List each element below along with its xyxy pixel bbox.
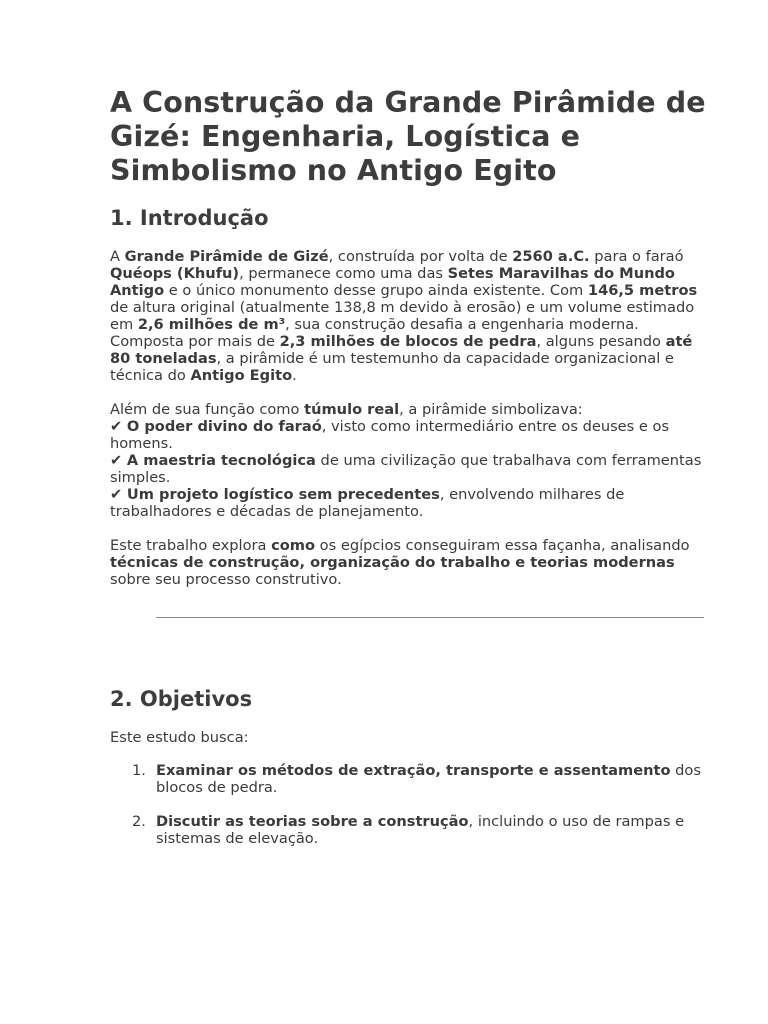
- list-item-bold: Discutir as teorias sobre a construção: [156, 813, 469, 830]
- text-run: os egípcios conseguiram essa façanha, analisando: [315, 537, 690, 554]
- section-heading-objectives: 2. Objetivos: [110, 687, 253, 711]
- check-item-bold: Um projeto logístico sem precedentes: [126, 486, 440, 503]
- list-item-number: 2.: [132, 813, 146, 830]
- emphasized-text: Antigo Egito: [190, 367, 293, 384]
- list-item-text: , incluindo o uso de rampas e sistemas de elevação.: [156, 813, 685, 847]
- document-title: A Construção da Grande Pirâmide de Gizé: Engenharia, Logística e Simbolismo no Antigo Egito: [110, 86, 706, 187]
- list-item: [110, 813, 710, 847]
- emphasized-text: 2,3 milhões de blocos de pedra: [279, 333, 537, 350]
- list-item-number: 1.: [132, 762, 146, 779]
- checkmark-icon: ✔: [110, 418, 123, 435]
- text-run: , alguns pesando: [536, 333, 666, 350]
- emphasized-text: Setes Maravilhas do Mundo Antigo: [110, 265, 675, 299]
- objectives-list: [110, 762, 710, 847]
- text-run: Além de sua função como: [110, 401, 305, 418]
- objectives-lead: Este estudo busca:: [110, 729, 249, 746]
- text-run: de altura original (atualmente 138,8 m devido à erosão) e um volume estimado em: [110, 299, 695, 333]
- emphasized-text: 2,6 milhões de m³: [137, 316, 286, 333]
- check-item-text: , visto como intermediário entre os deuses e os homens.: [110, 418, 670, 452]
- intro-paragraph-3: [110, 537, 710, 588]
- text-run: A: [110, 248, 125, 265]
- emphasized-text: 146,5 metros: [587, 282, 698, 299]
- text-run: , a pirâmide é um testemunho da capacidade organizacional e técnica do: [110, 350, 674, 384]
- text-run: , permanece como uma das: [239, 265, 448, 282]
- check-item: [110, 418, 669, 452]
- check-item: [110, 486, 624, 520]
- text-run: e o único monumento desse grupo ainda existente. Com: [164, 282, 588, 299]
- text-run: .: [292, 367, 297, 384]
- emphasized-text: até 80 toneladas: [110, 333, 693, 367]
- list-item: [110, 762, 710, 796]
- text-run: , sua construção desafia a engenharia moderna. Composta por mais de: [110, 316, 639, 350]
- check-item-text: de uma civilização que trabalhava com ferramentas simples.: [110, 452, 702, 486]
- text-run: , construída por volta de: [328, 248, 513, 265]
- emphasized-text: 2560 a.C.: [512, 248, 590, 265]
- text-run: para o faraó: [589, 248, 684, 265]
- intro-paragraph-1: [110, 248, 710, 384]
- emphasized-text: Grande Pirâmide de Gizé: [124, 248, 329, 265]
- intro-paragraph-2: [110, 401, 710, 520]
- check-item-text: , envolvendo milhares de trabalhadores e décadas de planejamento.: [110, 486, 625, 520]
- check-item-bold: O poder divino do faraó: [126, 418, 322, 435]
- section-heading-introduction: 1. Introdução: [110, 206, 269, 230]
- horizontal-divider: [156, 617, 704, 618]
- list-item-bold: Examinar os métodos de extração, transporte e assentamento: [156, 762, 671, 779]
- check-item-bold: A maestria tecnológica: [126, 452, 316, 469]
- emphasized-text: técnicas de construção, organização do trabalho e teorias modernas: [110, 554, 675, 571]
- text-run: , a pirâmide simbolizava:: [399, 401, 583, 418]
- intro-paragraph-2-lead: [110, 401, 583, 418]
- checkmark-icon: ✔: [110, 486, 123, 503]
- text-run: Este trabalho explora: [110, 537, 272, 554]
- checkmark-icon: ✔: [110, 452, 123, 469]
- emphasized-text: como: [271, 537, 316, 554]
- document-page: [110, 86, 710, 864]
- check-item: [110, 452, 701, 486]
- list-item-text: dos blocos de pedra.: [156, 762, 701, 796]
- emphasized-text: Quéops (Khufu): [110, 265, 240, 282]
- emphasized-text: túmulo real: [304, 401, 400, 418]
- text-run: sobre seu processo construtivo.: [110, 571, 342, 588]
